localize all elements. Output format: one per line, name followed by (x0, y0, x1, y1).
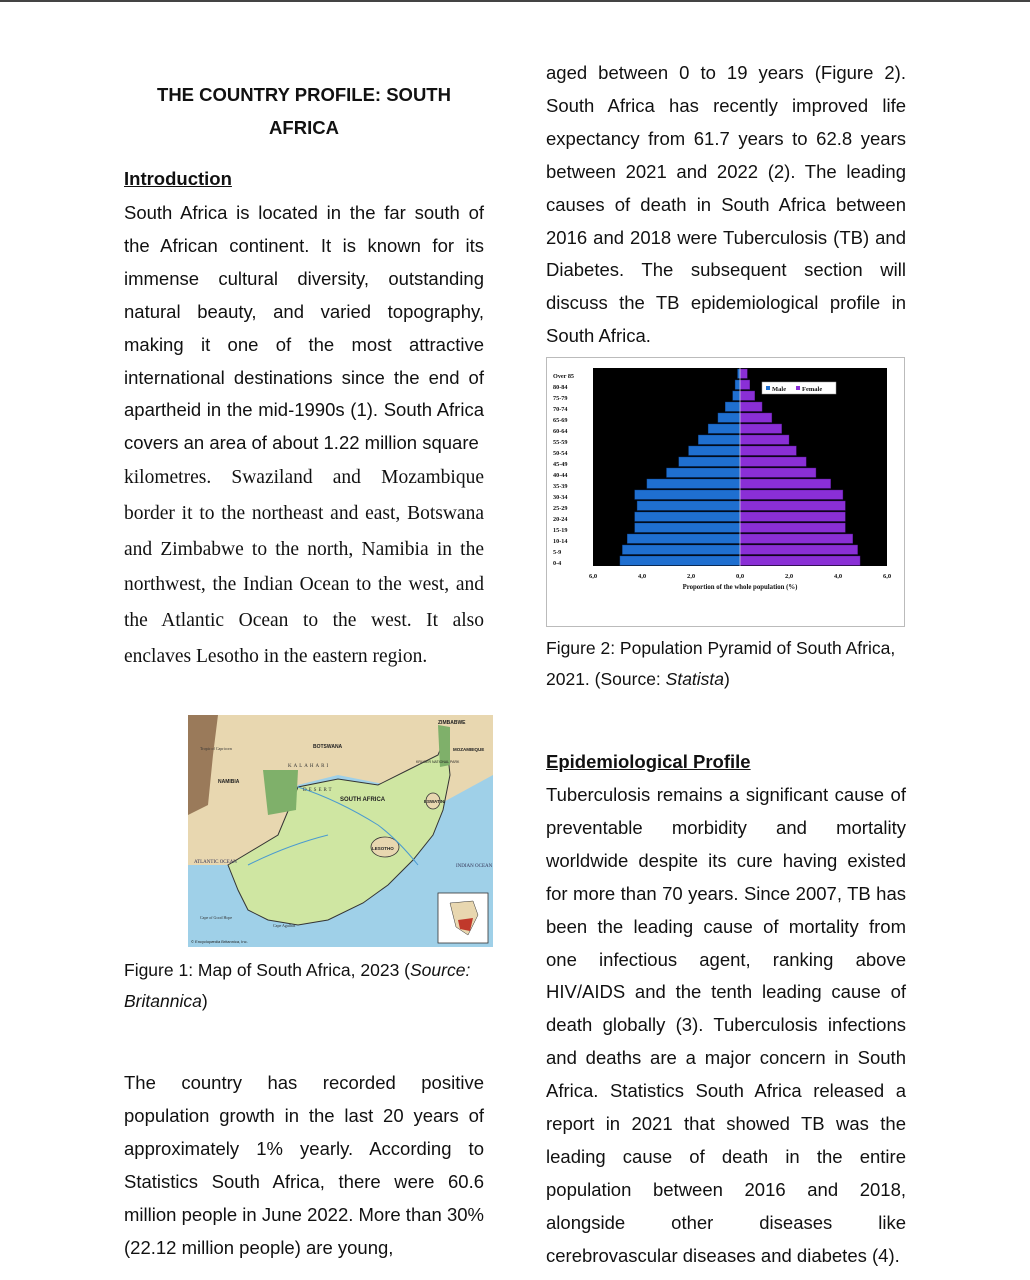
map-svg (188, 715, 493, 947)
page-title (124, 78, 484, 144)
female-bar-30-34 (740, 490, 843, 499)
map-label-south-africa: SOUTH AFRICA (340, 797, 386, 803)
x-tick-label: 2,0 (686, 573, 696, 580)
map-label-good-hope: Cape of Good Hope (200, 915, 233, 920)
south-africa-map (188, 715, 493, 947)
map-credit: © Encyclopædia Britannica, Inc. (191, 939, 248, 944)
male-bar-30-34 (635, 490, 740, 499)
population-pyramid-chart (547, 358, 904, 626)
age-label-25-29: 25-29 (553, 504, 568, 512)
male-bar-0-4 (620, 556, 740, 565)
introduction-heading: Introduction (124, 168, 232, 189)
legend-male-swatch (766, 386, 770, 390)
female-bar-0-4 (740, 556, 860, 565)
age-label-50-54: 50-54 (553, 449, 568, 457)
female-bar-65-69 (740, 413, 772, 422)
male-bar-45-49 (679, 457, 740, 466)
intro-paragraph-2: kilometres. Swaziland and Mozambique border it to the northeast and east, Botswana and Zimbabwe to the north, Namibia in the northwest, the Indian Ocean to the west, and the Atlantic Ocean to the west. It also enclaves Lesotho in the eastern region. (124, 467, 484, 667)
age-label-70-74: 70-74 (553, 405, 568, 413)
female-bar-80-84 (740, 380, 750, 389)
female-bar-Over 85 (740, 369, 747, 378)
male-bar-20-24 (635, 512, 740, 521)
figure-2-caption-close: ) (724, 669, 730, 689)
female-bar-35-39 (740, 479, 831, 488)
figure-1-caption-close: ) (201, 991, 208, 1011)
male-bar-55-59 (698, 435, 740, 444)
x-tick-label: 4,0 (637, 573, 647, 580)
age-label-45-49: 45-49 (553, 460, 568, 468)
legend-female-swatch (796, 386, 800, 390)
population-paragraph: The country has recorded positive population growth in the last 20 years of approximately 1% yearly. According to Statistics South Africa, there were 60.6 million people in June 2022. More than 30% (22.12 million people) are young, (124, 1072, 484, 1258)
map-label-lesotho: LESOTHO (372, 846, 394, 851)
male-bar-40-44 (667, 468, 741, 477)
x-axis-label: Proportion of the whole population (%) (682, 584, 798, 591)
figure-2-caption (546, 633, 911, 695)
figure-1-caption-text: Figure 1: Map of South Africa, 2023 ( (124, 960, 410, 980)
map-label-indian: INDIAN OCEAN (456, 864, 493, 869)
male-bar-70-74 (725, 402, 740, 411)
legend-female-label: Female (802, 386, 823, 393)
figure-1-caption-source: Source: Britannica (124, 960, 471, 1011)
figure-2-caption-text: Figure 2: Population Pyramid of South Africa, 2021. (Source: (546, 638, 896, 689)
female-bar-45-49 (740, 457, 806, 466)
female-bar-5-9 (740, 545, 858, 554)
age-label-55-59: 55-59 (553, 438, 568, 446)
male-bar-75-79 (733, 391, 740, 400)
map-label-botswana: BOTSWANA (313, 744, 343, 750)
life-expectancy-paragraph: aged between 0 to 19 years (Figure 2). South Africa has recently improved life expectancy from 61.7 years to 62.8 years between 2021 and 2022 (2). The leading causes of death in South Africa between 2016 and 2018 were Tuberculosis (TB) and Diabetes. The subsequent section will discuss the TB epidemiological profile in South Africa. (546, 62, 906, 347)
map-label-kalahari: KALAHARI (288, 764, 331, 769)
female-bar-60-64 (740, 424, 782, 433)
age-label-40-44: 40-44 (553, 471, 568, 479)
male-bar-Over 85 (738, 369, 740, 378)
map-label-desert: DESERT (303, 788, 334, 793)
map-label-eswatini: ESWATINI (424, 799, 446, 804)
age-label-0-4: 0-4 (553, 559, 562, 567)
legend-male-label: Male (772, 386, 787, 393)
map-label-kruger: KRUGER NATIONAL PARK (416, 760, 460, 764)
male-bar-10-14 (627, 534, 740, 543)
female-bar-70-74 (740, 402, 762, 411)
age-label-80-84: 80-84 (553, 383, 568, 391)
map-label-atlantic: ATLANTIC OCEAN (194, 860, 237, 865)
age-label-30-34: 30-34 (553, 493, 568, 501)
epidemiological-heading: Epidemiological Profile (546, 751, 751, 772)
figure-1-caption (124, 955, 489, 1017)
female-bar-25-29 (740, 501, 845, 510)
figure-2-caption-source: Statista (665, 669, 725, 689)
map-label-zimbabwe: ZIMBABWE (438, 720, 466, 726)
age-label-10-14: 10-14 (553, 537, 568, 545)
x-tick-label: 6,0 (882, 573, 892, 580)
population-pyramid-figure (546, 357, 905, 627)
age-label-Over 85: Over 85 (553, 372, 575, 380)
title-line-2: AFRICA (269, 117, 339, 138)
age-label-75-79: 75-79 (553, 394, 568, 402)
map-label-mozambique: MOZAMBIQUE (453, 747, 485, 752)
age-label-20-24: 20-24 (553, 515, 568, 523)
age-label-5-9: 5-9 (553, 548, 562, 556)
male-bar-25-29 (637, 501, 740, 510)
age-label-65-69: 65-69 (553, 416, 568, 424)
map-label-agulhas: Cape Agulhas (273, 923, 296, 928)
female-bar-55-59 (740, 435, 789, 444)
female-bar-50-54 (740, 446, 796, 455)
epidemiological-paragraph: Tuberculosis remains a significant cause of preventable morbidity and mortality worldwide despite its cure having existed for more than 70 years. Since 2007, TB has been the leading cause of mortality from one infectious agent, ranking above HIV/AIDS and the tenth leading cause of death globally (3). Tuberculosis infections and deaths are a major concern in South Africa. Statistics South Africa released a report in 2021 that showed TB was the leading cause of death in the entire population between 2016 and 2018, alongside other diseases like cerebrovascular diseases and diabetes (4). (546, 784, 906, 1266)
x-tick-label: 4,0 (833, 573, 843, 580)
x-tick-label: 0,0 (735, 573, 745, 580)
male-bar-5-9 (622, 545, 740, 554)
map-label-namibia: NAMIBIA (218, 779, 240, 785)
male-bar-50-54 (689, 446, 740, 455)
male-bar-80-84 (735, 380, 740, 389)
female-bar-75-79 (740, 391, 755, 400)
age-label-60-64: 60-64 (553, 427, 568, 435)
x-tick-label: 2,0 (784, 573, 794, 580)
male-bar-15-19 (635, 523, 740, 532)
age-label-35-39: 35-39 (553, 482, 568, 490)
male-bar-60-64 (708, 424, 740, 433)
intro-paragraph-1: South Africa is located in the far south of the African continent. It is known for its immense cultural diversity, outstanding natural beauty, and varied topography, making it one of the most attractive international destinations since the end of apartheid in the mid-1990s (1). South Africa covers an area of about 1.22 million square (124, 202, 484, 454)
male-bar-65-69 (718, 413, 740, 422)
female-bar-20-24 (740, 512, 845, 521)
female-bar-15-19 (740, 523, 845, 532)
female-bar-10-14 (740, 534, 853, 543)
map-label-tropic: Tropic of Capricorn (200, 746, 232, 751)
male-bar-35-39 (647, 479, 740, 488)
female-bar-40-44 (740, 468, 816, 477)
top-border (0, 0, 1030, 2)
x-tick-label: 6,0 (588, 573, 598, 580)
age-label-15-19: 15-19 (553, 526, 568, 534)
title-line-1: THE COUNTRY PROFILE: SOUTH (157, 84, 451, 105)
